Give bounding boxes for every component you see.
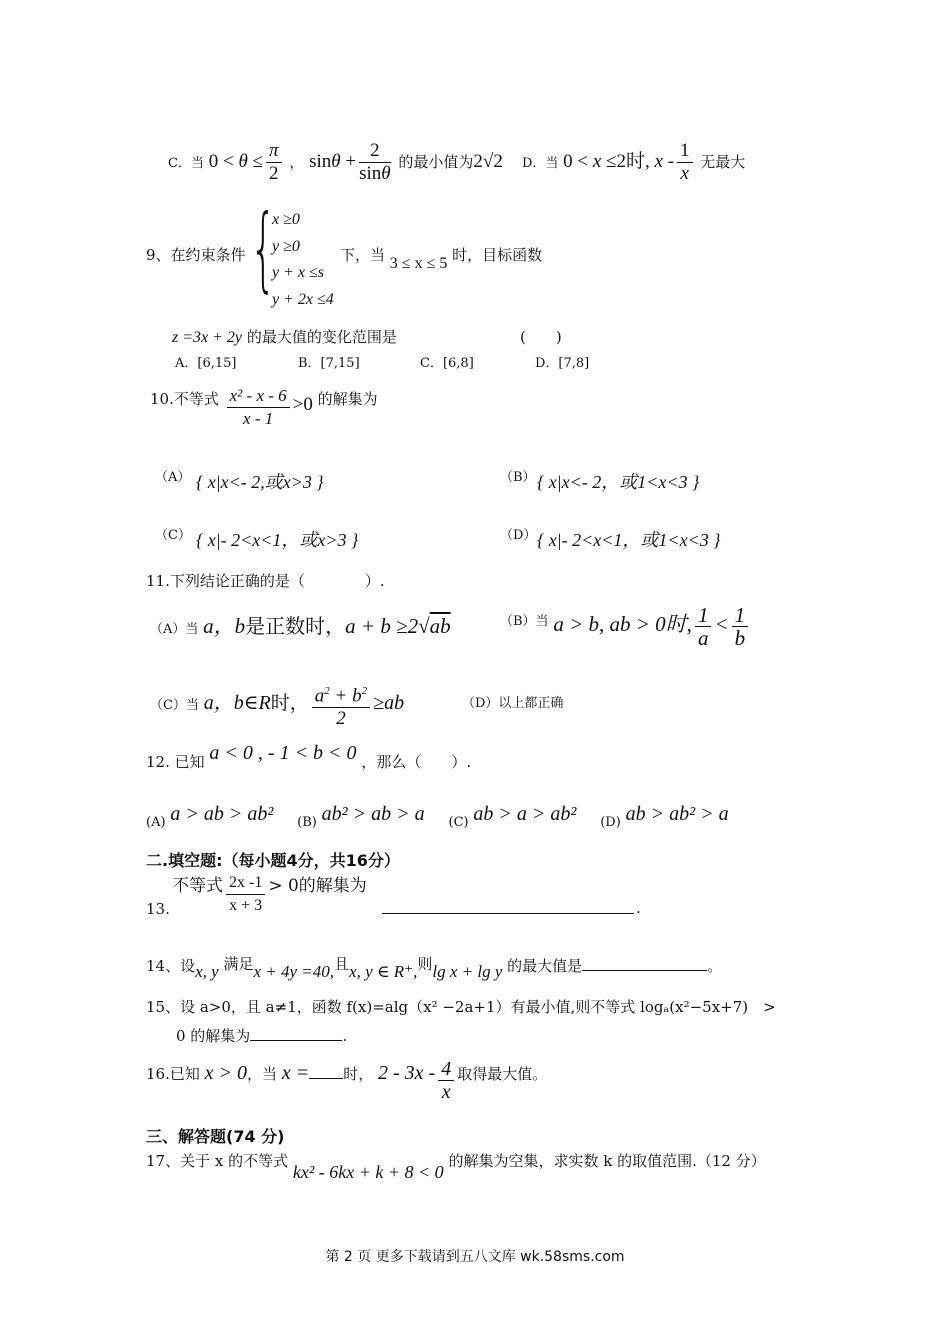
q8-c-label: C．当	[168, 155, 204, 171]
q11-b-tag: （B）当	[500, 614, 549, 630]
q9-brace: {	[250, 195, 277, 302]
q15-answer-blank[interactable]	[250, 1024, 342, 1041]
q8-c-d-line	[168, 140, 745, 185]
q10-c-tag: （C）	[155, 528, 191, 543]
q11-c-cond: 时，	[270, 692, 309, 715]
q14-end: 。	[707, 957, 723, 975]
q16-num: 4	[438, 1058, 454, 1081]
q9-constraint-4: y + 2x ≤4	[272, 291, 334, 308]
q10-c-set: { x|- 2<x<1，或x>3 }	[196, 530, 359, 550]
q15-end: .	[342, 1027, 348, 1045]
q9-option-b: B．[7,15]	[298, 356, 360, 371]
q12-d-tag: (D)	[600, 815, 621, 830]
q11-b	[500, 604, 751, 649]
q12-label: 12. 已知	[146, 753, 205, 771]
q10-a-set-text: x|x<- 2,或x>3	[207, 472, 312, 492]
q10-d-tag: （D）	[500, 528, 537, 543]
q14-t1: 满足	[223, 955, 254, 973]
q9-option-a: A．[6,15]	[175, 356, 237, 371]
q10-text: 的解集为	[317, 389, 378, 408]
q14-eq: x + 4y =40,	[253, 962, 335, 981]
section-3-heading: 三、解答题(74 分)	[146, 1127, 285, 1146]
q14-t3: 则	[417, 955, 433, 973]
q8-c-mid: ，	[289, 152, 305, 171]
q10-c-set-text: x|- 2<x<1，或x>3	[207, 530, 347, 550]
q11-d: （D）以上都正确	[462, 696, 564, 711]
q14-line	[146, 954, 723, 981]
q12-c-tag: (C)	[448, 815, 469, 830]
q11-c-tag: （C）当	[150, 698, 199, 714]
q10-a-set: { x|x<- 2,或x>3 }	[196, 472, 324, 492]
q11-c-vars: a，b∈R	[203, 692, 271, 715]
q10-label: 10.不等式	[150, 389, 219, 408]
q14-answer-blank[interactable]	[582, 954, 707, 971]
q10-fraction	[227, 385, 290, 430]
q11-a-tag: （A）当	[150, 622, 199, 637]
q11-a-cond: 是正数时，	[245, 614, 346, 638]
q13-line	[172, 872, 367, 917]
q11-label: 11.下列结论正确的是（ ）.	[146, 572, 385, 590]
q16-cond: x > 0	[204, 1061, 248, 1084]
q16-t3: 取得最大值。	[457, 1064, 548, 1083]
q13-fraction	[226, 872, 265, 917]
q11-a-expr: a + b ≥2√ab	[345, 614, 451, 638]
q12-line	[146, 742, 472, 771]
q8-c-value: 2√2	[473, 150, 503, 172]
q8-d-expr: 0 < x ≤2时, x - $\frac{1}{x}$	[563, 151, 695, 172]
section-2-heading: 二.填空题:（每小题4分，共16分）	[146, 851, 400, 870]
q9-text-after: 时，目标函数	[452, 246, 543, 264]
q14-cond: x, y ∈ R⁺,	[349, 962, 418, 981]
q9-text-mid: 下，当	[340, 246, 386, 264]
q16-t1: ，当	[247, 1064, 278, 1083]
q11-c	[150, 680, 404, 730]
q9-constraint-2: y ≥0	[272, 238, 300, 255]
q17-line	[146, 1150, 766, 1182]
q8-c-text: 的最小值为	[398, 152, 474, 171]
q17-pre: 17、关于 x 的不等式	[146, 1152, 289, 1170]
q13-pre: 不等式	[172, 875, 223, 896]
q10-b-set: { x|x<- 2，或1<x<3 }	[537, 472, 700, 492]
q14-t4: 的最大值是	[507, 957, 583, 975]
q9-line2-text: 的最大值的变化范围是	[246, 328, 397, 346]
q9-constraint-1: x ≥0	[272, 211, 300, 228]
q12-options	[146, 803, 729, 830]
q11-a	[150, 610, 451, 640]
q12-text: ，那么（ ）.	[361, 753, 472, 771]
q12-d-expr: ab > ab² > a	[625, 803, 729, 825]
q9-objective: z =3x + 2y	[172, 329, 243, 346]
q11-a-vars: a，b	[203, 614, 246, 638]
q10-b-set-text: x|x<- 2，或1<x<3	[548, 472, 688, 492]
q8-c-expr: sinθ + $\frac{2}{\sin\theta}$	[309, 140, 391, 184]
q13-den: x + 3	[229, 897, 263, 914]
q10-d-set: { x|- 2<x<1，或1<x<3 }	[537, 530, 721, 550]
q16-label: 16.已知	[146, 1064, 200, 1083]
q9-label: 9、在约束条件	[146, 246, 246, 264]
q14-vars: x, y	[195, 962, 219, 981]
q10-num: x² - x - 6	[227, 385, 290, 408]
q10-line	[150, 385, 378, 430]
q16-answer-blank[interactable]	[309, 1062, 343, 1079]
q13-post: > 0的解集为	[268, 875, 367, 896]
q9-option-c: C．[6,8]	[420, 356, 474, 371]
q12-a-expr: a > ab > ab²	[170, 803, 274, 825]
q12-b-tag: (B)	[297, 815, 317, 830]
q8-d-label: D．当	[521, 155, 559, 171]
q13-end: .	[636, 899, 641, 917]
q9-paren: ( )	[520, 328, 562, 346]
q17-expr: kx² - 6kx + k + 8 < 0	[292, 1162, 444, 1182]
q9-range: 3 ≤ x ≤ 5	[389, 255, 448, 272]
q16-fraction	[438, 1058, 454, 1103]
q10-rel: >0	[292, 393, 313, 415]
q13-answer-blank[interactable]	[382, 897, 634, 914]
q11-c-fraction: $\frac{a^2 + b^2}{2}$	[312, 680, 370, 730]
q14-t2: 且	[334, 955, 350, 973]
q9-option-d: D．[7,8]	[535, 356, 590, 371]
q9-constraint-3: y + x ≤s	[272, 264, 325, 281]
q13-label: 13.	[146, 900, 170, 918]
q10-den: x - 1	[243, 409, 274, 428]
q8-d-text: 无最大	[700, 152, 746, 171]
q12-a-tag: (A)	[146, 815, 166, 830]
q16-t2: 时，	[343, 1064, 374, 1083]
q16-var: x =	[281, 1061, 310, 1084]
q16-line	[146, 1058, 547, 1103]
q11-c-rhs: ≥ab	[373, 692, 405, 715]
q11-b-expr: a > b, ab > 0时, $\frac{1}{a}$ < $\frac{1}{b}$	[553, 612, 751, 636]
q17-post: 的解集为空集，求实数 k 的取值范围.（12 分）	[448, 1152, 766, 1170]
q14-expr: lg x + lg y	[432, 962, 503, 981]
q12-b-expr: ab² > ab > a	[321, 803, 425, 825]
q9-line2	[172, 326, 397, 347]
q15-line2	[176, 1024, 347, 1046]
page-footer: 第 2 页 更多下载请到五八文库 wk.58sms.com	[325, 1249, 625, 1265]
q16-den: x	[441, 1081, 451, 1103]
q12-cond: a < 0 , - 1 < b < 0	[209, 742, 357, 764]
q13-num: 2x -1	[226, 872, 265, 895]
q14-label: 14、设	[146, 957, 196, 975]
q9-line1-rest	[340, 244, 543, 272]
q12-c-expr: ab > a > ab²	[473, 803, 577, 825]
q16-expr: 2 - 3x -	[377, 1061, 436, 1084]
q10-d-set-text: x|- 2<x<1，或1<x<3	[548, 530, 709, 550]
q8-c-cond: 0 < θ ≤ $\frac{\pi}{2}$	[209, 151, 285, 172]
q15-line1: 15、设 a>0，且 a≠1，函数 f(x)=alg（x² −2a+1）有最小值,则不等式 logₐ(x²−5x+7) >	[146, 998, 776, 1016]
q10-b-tag: （B）	[500, 470, 536, 485]
q10-a-tag: （A）	[155, 470, 191, 485]
q15-line2-text: 0 的解集为	[176, 1027, 251, 1045]
